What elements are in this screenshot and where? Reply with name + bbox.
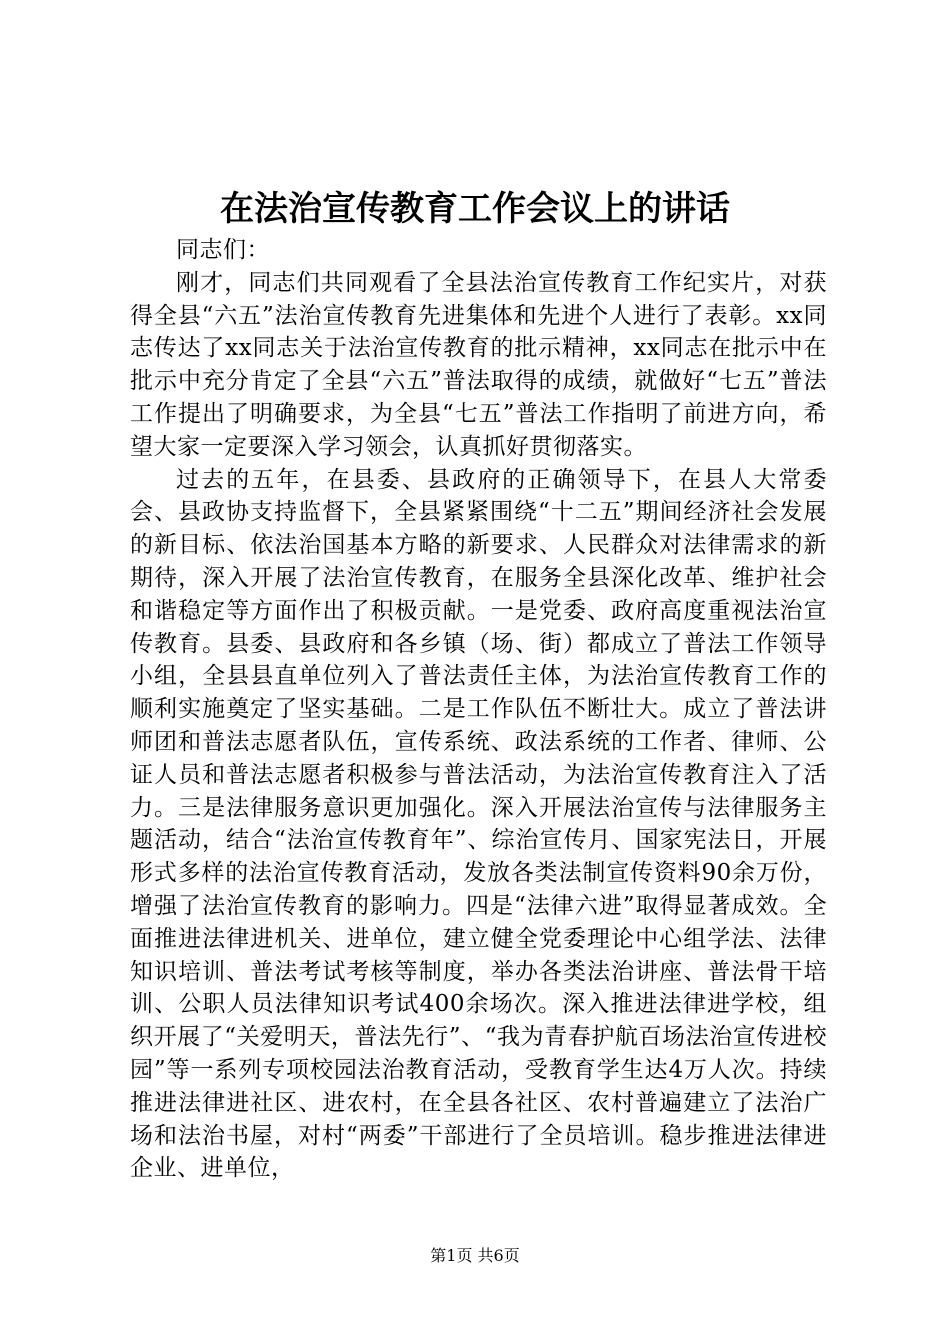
greeting: 同志们： [176,237,270,263]
paragraph-1: 刚才，同志们共同观看了全县法治宣传教育工作纪实片，对获得全县“六五”法治宣传教育先进集体和先进个人进行了表彰。xx同志传达了xx同志关于法治宣传教育的批示精神，xx同志在批示中在批示中充分肯定了全县“六五”普法取得的成绩，就做好“七五”普法工作提出了明确要求，为全县“七五”普法工作指明了前进方向，希望大家一定要深入学习领会，认真抓好贯彻落实。 [130,269,827,460]
paragraph-2: 过去的五年，在县委、县政府的正确领导下，在县人大常委会、县政协支持监督下，全县紧紧围绕“十二五”期间经济社会发展的新目标、依法治国基本方略的新要求、人民群众对法律需求的新期待，深入开展了法治宣传教育，在服务全县深化改革、维护社会和谐稳定等方面作出了积极贡献。一是党委、政府高度重视法治宣传教育。县委、县政府和各乡镇（场、街）都成立了普法工作领导小组，全县县直单位列入了普法责任主体，为法治宣传教育工作的顺利实施奠定了坚实基础。二是工作队伍不断壮大。成立了普法讲师团和普法志愿者队伍，宣传系统、政法系统的工作者、律师、公证人员和普法志愿者积极参与普法活动，为法治宣传教育注入了活力。三是法律服务意识更加强化。深入开展法治宣传与法律服务主题活动，结合“法治宣传教育年”、综治宣传月、国家宪法日，开展形式多样的法治宣传教育活动，发放各类法制宣传资料90余万份，增强了法治宣传教育的影响力。四是“法律六进”取得显著成效。全面推进法律进机关、进单位，建立健全党委理论中心组学法、法律知识培训、普法考试考核等制度，举办各类法治讲座、普法骨干培训、公职人员法律知识考试400余场次。深入推进法律进学校，组织开展了“关爱明天，普法先行”、“我为青春护航百场法治宣传进校园”等一系列专项校园法治教育活动，受教育学生达4万人次。持续推进法律进社区、进农村，在全县各社区、农村普遍建立了法治广场和法治书屋，对村“两委”干部进行了全员培训。稳步推进法律进企业、进单位， [130,466,827,1182]
document-title: 在法治宣传教育工作会议上的讲话 [220,189,730,229]
page-number-footer: 第1页 共6页 [430,1246,520,1265]
document-body [130,234,827,1185]
